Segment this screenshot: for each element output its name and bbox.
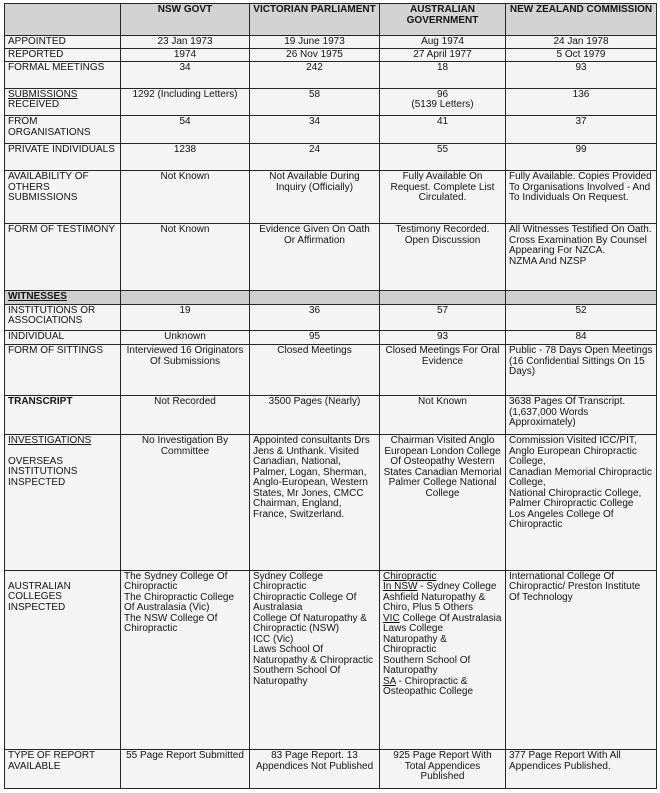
row-individual — [5, 331, 657, 345]
cell-nz: 5 Oct 1979 — [506, 48, 657, 61]
cell-vic: 95 — [250, 331, 380, 345]
row-label: FORMAL MEETINGS — [5, 62, 121, 89]
cell-vic: Sydney College Chiropractic Chiropractic College Of Australasia College Of Naturopathy & Chiropractic (NSW) ICC (Vic) Laws School Of Naturopathy & Chiropractic Southern School Of Naturopathy — [250, 570, 380, 749]
cell-nsw: No Investigation By Committee — [121, 435, 250, 571]
cell-nsw: Not Known — [121, 224, 250, 291]
row-witnesses-heading — [5, 291, 657, 304]
row-label: INDIVIDUAL — [5, 331, 121, 345]
row-transcript — [5, 396, 657, 435]
cell-nsw: Unknown — [121, 331, 250, 345]
cell-vic: 36 — [250, 304, 380, 331]
row-label — [5, 435, 121, 571]
row-availability — [5, 171, 657, 224]
row-from-organisations — [5, 116, 657, 144]
cell-vic: 242 — [250, 62, 380, 89]
header-new-zealand-commission: NEW ZEALAND COMMISSION — [506, 4, 657, 36]
cell-aus: Closed Meetings For Oral Evidence — [380, 345, 506, 396]
row-institutions — [5, 304, 657, 331]
row-label: APPOINTED — [5, 35, 121, 48]
row-reported — [5, 48, 657, 61]
row-private-individuals — [5, 143, 657, 171]
cell-nz: 93 — [506, 62, 657, 89]
row-submissions — [5, 88, 657, 116]
cell-nz: 37 — [506, 116, 657, 144]
cell-nz: 52 — [506, 304, 657, 331]
row-label-overseas: OVERSEAS INSTITUTIONS INSPECTED — [8, 455, 78, 488]
cell-vic: Not Available During Inquiry (Officially) — [250, 171, 380, 224]
cell-nsw: 19 — [121, 304, 250, 331]
header-blank — [5, 4, 121, 36]
cell-aus: Fully Available On Request. Complete List Circulated. — [380, 171, 506, 224]
cell-vic: 83 Page Report. 13 Appendices Not Published — [250, 750, 380, 789]
aus-vic-text: College Of Australasia Laws College Naturopathy & Chiropractic Southern School Of Naturopathy — [383, 612, 502, 677]
cell-nsw: 54 — [121, 116, 250, 144]
row-label-colleges: AUSTRALIAN COLLEGES INSPECTED — [8, 580, 71, 613]
cell-nsw: Interviewed 16 Originators Of Submissions — [121, 345, 250, 396]
header-victorian-parliament: VICTORIAN PARLIAMENT — [250, 4, 380, 36]
row-label-received: RECEIVED — [8, 99, 60, 111]
cell-aus: 55 — [380, 143, 506, 171]
header-row — [5, 4, 657, 36]
cell-vic: 26 Nov 1975 — [250, 48, 380, 61]
cell-vic: 24 — [250, 143, 380, 171]
cell-nsw: The Sydney College Of Chiropractic The Chiropractic College Of Australasia (Vic) The NSW College Of Chiropractic — [121, 570, 250, 749]
row-form-of-testimony — [5, 224, 657, 291]
aus-vic-tag: VIC — [383, 612, 400, 624]
cell-vic: 19 June 1973 — [250, 35, 380, 48]
cell-aus: 41 — [380, 116, 506, 144]
cell-vic — [250, 291, 380, 304]
row-label: FORM OF TESTIMONY — [5, 224, 121, 291]
cell-nz: 84 — [506, 331, 657, 345]
cell-nsw: 1974 — [121, 48, 250, 61]
cell-aus: 96 (5139 Letters) — [380, 88, 506, 116]
row-label — [5, 570, 121, 749]
cell-nz: International College Of Chiropractic/ Preston Institute Of Technology — [506, 570, 657, 749]
cell-nsw — [121, 291, 250, 304]
cell-aus: 925 Page Report With Total Appendices Published — [380, 750, 506, 789]
aus-nsw-text: - Sydney College Ashfield Naturopathy & Chiro, Plus 5 Others — [383, 581, 497, 614]
header-australian-government: AUSTRALIAN GOVERNMENT — [380, 4, 506, 36]
cell-aus: 93 — [380, 331, 506, 345]
row-formal-meetings — [5, 62, 657, 89]
cell-nz: 24 Jan 1978 — [506, 35, 657, 48]
cell-nz: Public - 78 Days Open Meetings (16 Confidential Sittings On 15 Days) — [506, 345, 657, 396]
cell-aus: 57 — [380, 304, 506, 331]
section-heading-submissions: SUBMISSIONS — [8, 88, 78, 100]
aus-sa-text: - Chiropractic & Osteopathic College — [383, 675, 474, 698]
row-australian-colleges — [5, 570, 657, 749]
aus-nsw-tag: In NSW — [383, 581, 418, 593]
cell-vic: 3500 Pages (Nearly) — [250, 396, 380, 435]
cell-nz: 136 — [506, 88, 657, 116]
row-label: TYPE OF REPORT AVAILABLE — [5, 750, 121, 789]
cell-nsw: Not Recorded — [121, 396, 250, 435]
cell-nsw: Not Known — [121, 171, 250, 224]
cell-nz — [506, 291, 657, 304]
row-label: AVAILABILITY OF OTHERS SUBMISSIONS — [5, 171, 121, 224]
cell-aus: Chairman Visited Anglo European London College Of Osteopathy Western States Canadian Memorial Palmer College National College — [380, 435, 506, 571]
section-heading-investigations: INVESTIGATIONS — [8, 435, 92, 447]
row-investigations — [5, 435, 657, 571]
cell-aus: Testimony Recorded. Open Discussion — [380, 224, 506, 291]
row-form-of-sittings — [5, 345, 657, 396]
aus-sa-tag: SA — [383, 675, 396, 687]
cell-vic: Evidence Given On Oath Or Affirmation — [250, 224, 380, 291]
row-label — [5, 88, 121, 116]
row-label: INSTITUTIONS OR ASSOCIATIONS — [5, 304, 121, 331]
row-label: REPORTED — [5, 48, 121, 61]
cell-aus: 18 — [380, 62, 506, 89]
cell-nz: 377 Page Report With All Appendices Published. — [506, 750, 657, 789]
cell-nz: Fully Available. Copies Provided To Organisations Involved - And To Individuals On Request. — [506, 171, 657, 224]
cell-nz: Commission Visited ICC/PIT, Anglo European Chiropractic College, Canadian Memorial Chiropractic College, National Chiropractic College, Palmer Chiropractic College Los Angeles College Of Chiropractic — [506, 435, 657, 571]
cell-nz: 99 — [506, 143, 657, 171]
cell-aus — [380, 291, 506, 304]
cell-nsw: 1238 — [121, 143, 250, 171]
row-label: PRIVATE INDIVIDUALS — [5, 143, 121, 171]
cell-nsw: 55 Page Report Submitted — [121, 750, 250, 789]
comparison-table — [4, 3, 657, 789]
row-appointed — [5, 35, 657, 48]
row-label: FROM ORGANISATIONS — [5, 116, 121, 144]
cell-vic: 34 — [250, 116, 380, 144]
cell-nsw: 1292 (Including Letters) — [121, 88, 250, 116]
cell-vic: Closed Meetings — [250, 345, 380, 396]
cell-aus: Aug 1974 — [380, 35, 506, 48]
row-label: FORM OF SITTINGS — [5, 345, 121, 396]
cell-aus: Not Known — [380, 396, 506, 435]
cell-vic: 58 — [250, 88, 380, 116]
cell-nsw: 34 — [121, 62, 250, 89]
header-nsw-govt: NSW GOVT — [121, 4, 250, 36]
row-label: TRANSCRIPT — [5, 396, 121, 435]
aus-colleges-heading: Chiropractic — [383, 570, 437, 582]
row-type-of-report — [5, 750, 657, 789]
cell-aus: 27 April 1977 — [380, 48, 506, 61]
cell-aus — [380, 570, 506, 749]
cell-nz: All Witnesses Testified On Oath. Cross Examination By Counsel Appearing For NZCA. NZMA And NZSP — [506, 224, 657, 291]
cell-nsw: 23 Jan 1973 — [121, 35, 250, 48]
cell-vic: Appointed consultants Drs Jens & Unthank. Visited Canadian, National, Palmer, Logan, Sherman, Anglo-European, Western States, Mr Jones, CMCC Chairman, England, France, Switzerland. — [250, 435, 380, 571]
cell-nz: 3638 Pages Of Transcript. (1,637,000 Words Approximately) — [506, 396, 657, 435]
section-heading-witnesses: WITNESSES — [5, 291, 121, 304]
